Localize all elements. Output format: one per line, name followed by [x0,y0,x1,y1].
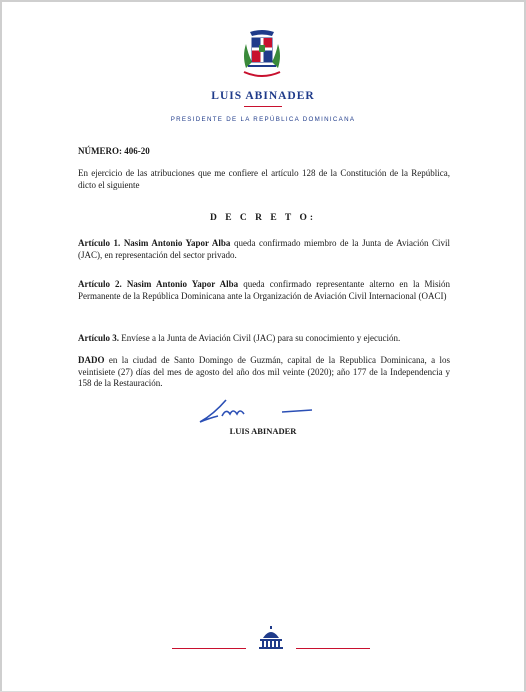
footer-divider-right [296,648,370,649]
article-1-label: Artículo 1. [78,238,121,248]
article-1 [78,238,450,261]
page-border-top [0,0,526,2]
national-palace-icon [256,626,286,650]
footer-divider-left [172,648,246,649]
dado-label: DADO [78,355,105,365]
article-2 [78,279,450,302]
decree-title: D E C R E T O: [209,213,317,223]
article-1-text: queda confirmado miembro de la Junta de Aviación Civil (JAC), en representación del sector privado. [78,238,450,260]
handwritten-signature [196,394,316,426]
coat-of-arms-icon [238,28,286,80]
header-subtitle: PRESIDENTE DE LA REPÚBLICA DOMINICANA [170,116,356,123]
header-name: LUIS ABINADER [211,90,315,102]
article-2-label: Artículo 2. [78,279,122,289]
article-2-text: queda confirmado representante alterno en la Misión Permanente de la República Dominicana ante la Organización de Aviación Civil Internacional (OACI) [78,279,451,301]
article-1-name: Nasim Antonio Yapor Alba [123,238,231,248]
article-3 [78,333,450,345]
signer-name: LUIS ABINADER [229,426,297,436]
article-3-label: Artículo 3. [78,333,119,343]
page-border-left [0,0,2,692]
article-2-name: Nasim Antonio Yapor Alba [126,279,239,289]
article-3-text: Envíese a la Junta de Aviación Civil (JAC) para su conocimiento y ejecución. [119,333,401,343]
intro-paragraph: En ejercicio de las atribuciones que me confiere el artículo 128 de la Constitución de la República, dicto el siguiente [78,168,450,190]
decree-number: NÚMERO: 406-20 [78,146,150,156]
dado-text: en la ciudad de Santo Domingo de Guzmán, capital de la Republica Dominicana, a los veintisiete (27) días del mes de agosto del año dos mil veinte (2020); año 177 de la Independencia y 158 de la Restauración. [78,355,450,388]
header-divider [244,106,282,107]
dado-paragraph [78,355,450,390]
